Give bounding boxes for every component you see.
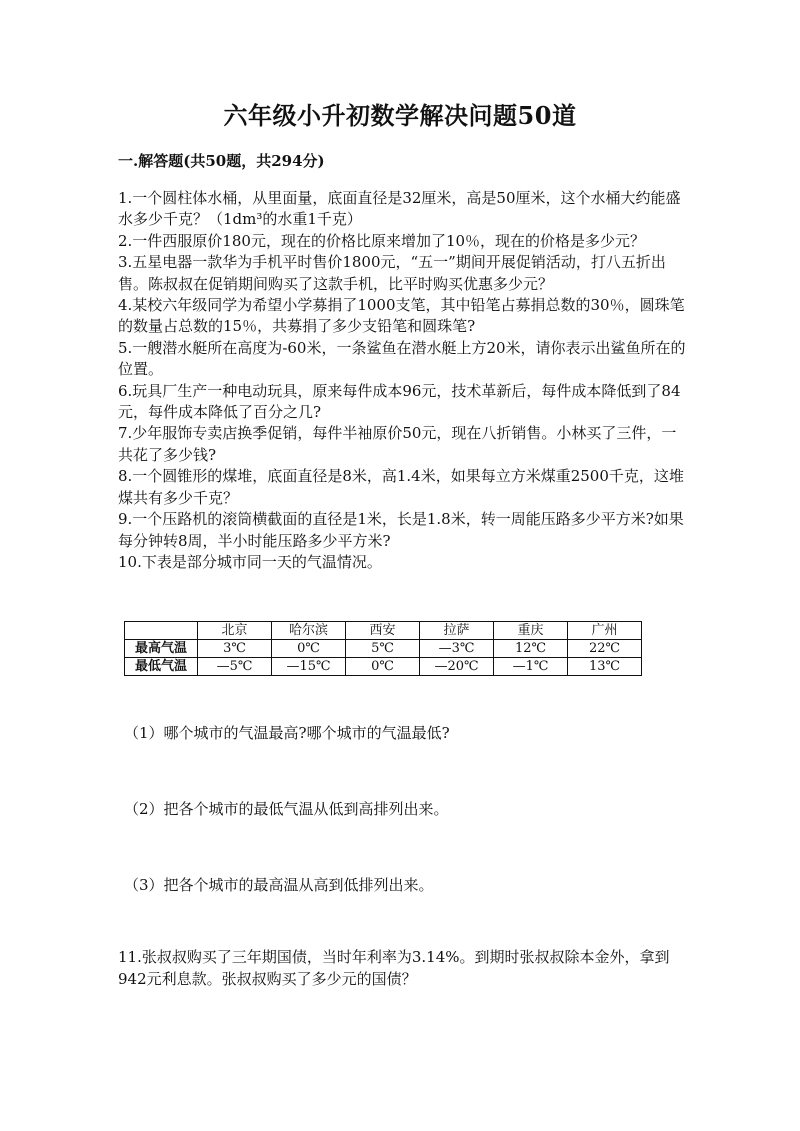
table-cell: 12℃: [494, 640, 568, 658]
question-10: 10.下表是部分城市同一天的气温情况。: [118, 552, 382, 571]
table-cell: —15℃: [272, 658, 346, 676]
question-6: 6.玩具厂生产一种电动玩具，原来每件成本96元，技术革新后，每件成本降低到了84元，每件成本降低了百分之几?: [118, 381, 681, 422]
table-cell: 5℃: [346, 640, 420, 658]
table-header-row: [125, 622, 642, 640]
table-cell: 0℃: [272, 640, 346, 658]
table-row-low: [125, 658, 642, 676]
table-row-high: [125, 640, 642, 658]
question-9: 9.一个压路机的滚筒横截面的直径是1米，长是1.8米，转一周能压路多少平方米?如果每分钟转8周，半小时能压路多少平方米?: [118, 510, 684, 550]
question-2: 2.一件西服原价180元，现在的价格比原来增加了10％，现在的价格是多少元？: [118, 231, 646, 250]
question-4: 4.某校六年级同学为希望小学募捐了1000支笔，其中铅笔占募捐总数的30％，圆珠笔的数量占总数的15％，共募捐了多少支铅笔和圆珠笔?: [118, 296, 685, 336]
table-header-cell: 哈尔滨: [272, 622, 346, 640]
subquestion-3: （3）把各个城市的最高温从高到低排列出来。: [124, 876, 434, 894]
table-row-label: 最高气温: [125, 640, 198, 658]
question-7: 7.少年服饰专卖店换季促销，每件半袖原价50元，现在八折销售。小林买了三件，一共花了多少钱?: [118, 424, 677, 464]
table-cell: 0℃: [346, 658, 420, 676]
table-cell: —1℃: [494, 658, 568, 676]
subquestion-1: （1）哪个城市的气温最高?哪个城市的气温最低?: [124, 724, 450, 742]
temperature-table: [124, 621, 642, 676]
table-corner-cell: [125, 622, 198, 640]
table-cell: 22℃: [568, 640, 642, 658]
table-header-cell: 拉萨: [420, 622, 494, 640]
table-header-cell: 重庆: [494, 622, 568, 640]
table-row-label: 最低气温: [125, 658, 198, 676]
question-5: 5.一艘潜水艇所在高度为-60米，一条鲨鱼在潜水艇上方20米，请你表示出鲨鱼所在的位置。: [118, 338, 686, 379]
question-3: 3.五星电器一款华为手机平时售价1800元，“五一”期间开展促销活动，打八五折出售。陈叔叔在促销期间购买了这款手机，比平时购买优惠多少元？: [118, 253, 666, 293]
table-cell: —20℃: [420, 658, 494, 676]
table-header-cell: 西安: [346, 622, 420, 640]
section-heading: 一.解答题(共50题，共294分): [118, 152, 325, 170]
table-cell: 3℃: [198, 640, 272, 658]
subquestion-2: （2）把各个城市的最低气温从低到高排列出来。: [124, 800, 449, 818]
table-cell: —3℃: [420, 640, 494, 658]
table-header-cell: 北京: [198, 622, 272, 640]
table-cell: 13℃: [568, 658, 642, 676]
question-8: 8.一个圆锥形的煤堆，底面直径是8米，高1.4米，如果每立方米煤重2500千克，这堆煤共有多少千克？: [118, 467, 684, 507]
question-list: [118, 188, 686, 573]
question-11: 11.张叔叔购买了三年期国债，当时年利率为3.14%。到期时张叔叔除本金外，拿到942元利息款。张叔叔购买了多少元的国债？: [118, 948, 670, 988]
question-1: 1.一个圆柱体水桶，从里面量，底面直径是32厘米，高是50厘米，这个水桶大约能盛水多少千克？（1dm³的水重1千克）: [118, 189, 681, 229]
table-cell: —5℃: [198, 658, 272, 676]
page-title: 六年级小升初数学解决问题50道: [223, 101, 577, 130]
table-header-cell: 广州: [568, 622, 642, 640]
